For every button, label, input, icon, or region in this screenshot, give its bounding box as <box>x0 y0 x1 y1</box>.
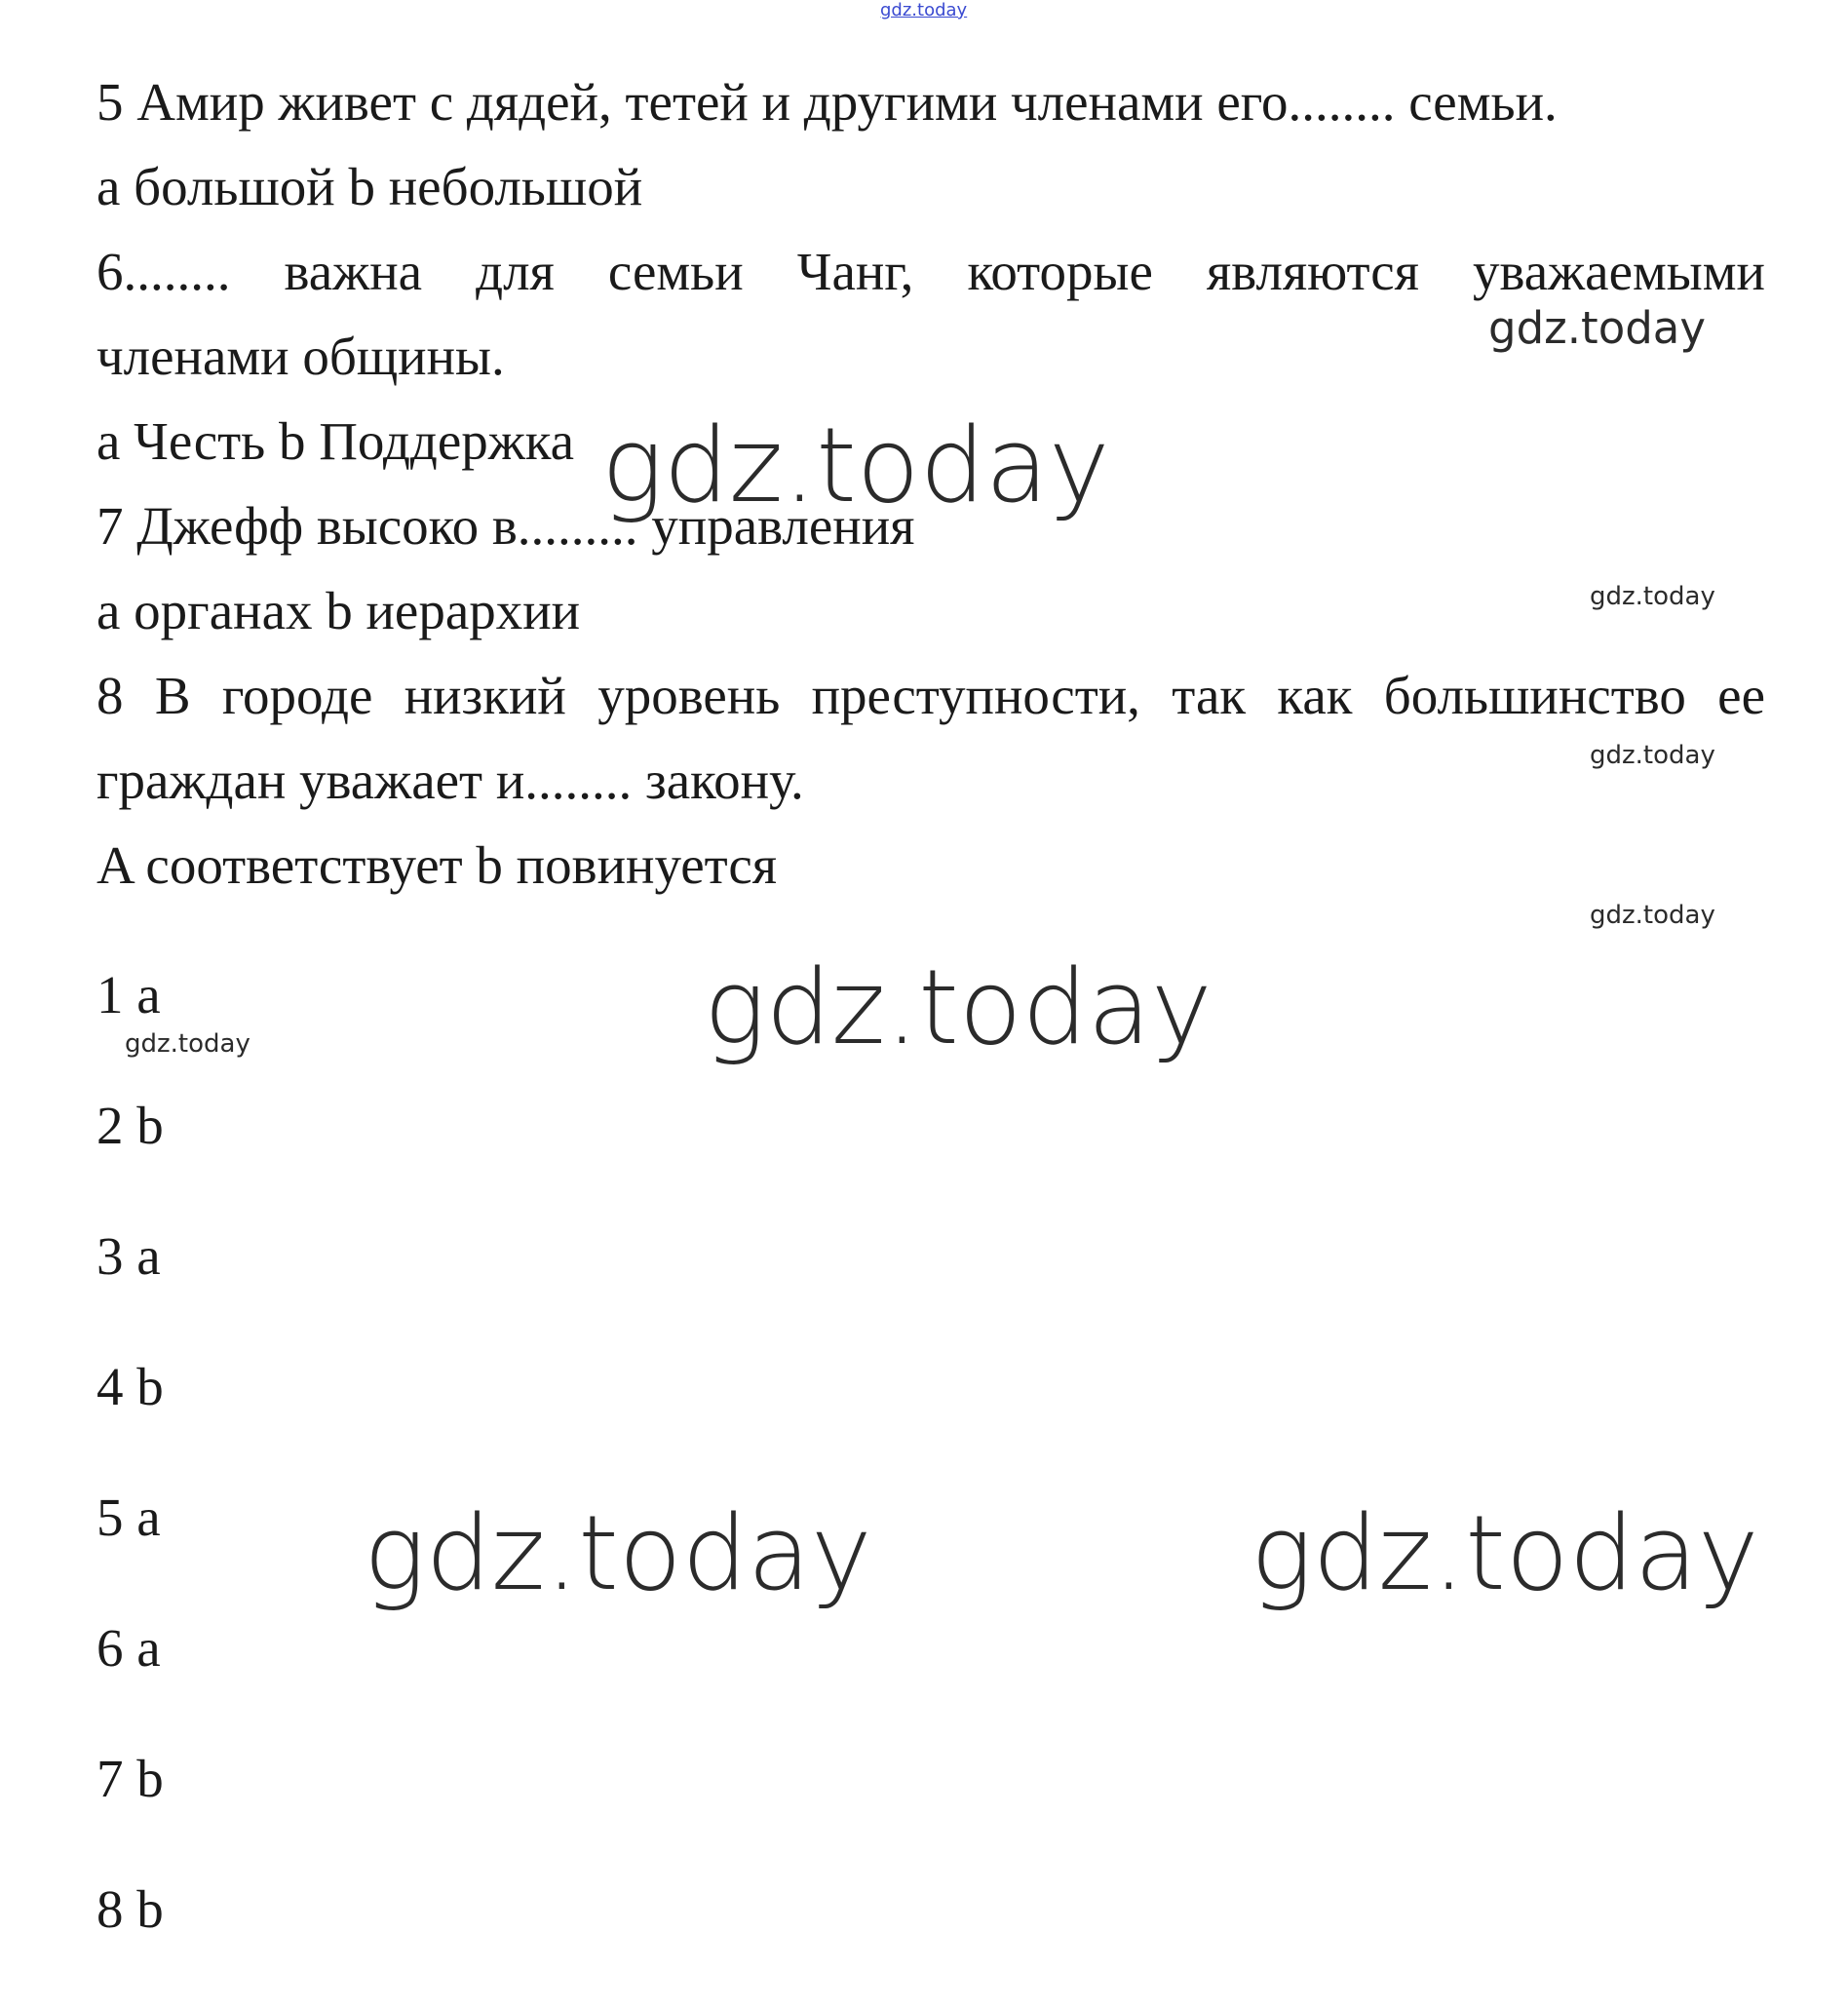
question-7-options: a органах b иерархии <box>96 581 581 640</box>
question-8-text-line2: граждан уважает и........ закону. <box>96 751 804 810</box>
answer-item: 2 b <box>96 1096 164 1155</box>
watermark: gdz.today <box>364 1493 872 1613</box>
answer-item: 8 b <box>96 1879 164 1939</box>
answer-item: 6 a <box>96 1618 161 1678</box>
watermark: gdz.today <box>125 1029 250 1059</box>
question-6-text-line1: 6........ важна для семьи Чанг, которые являются уважаемыми <box>96 242 1765 301</box>
question-8-text-line1: 8 В городе низкий уровень преступности, так как большинство ее <box>96 666 1765 725</box>
watermark: gdz.today <box>1251 1493 1759 1613</box>
answer-item: 1 a <box>96 965 161 1024</box>
watermark: gdz.today <box>1590 901 1715 930</box>
question-6-options: a Честь b Поддержка <box>96 411 575 471</box>
watermark: gdz.today <box>1590 582 1715 611</box>
answer-item: 4 b <box>96 1357 164 1416</box>
question-6-text-line2: членами общины. <box>96 327 505 386</box>
answer-item: 7 b <box>96 1749 164 1808</box>
question-8-options: A соответствует b повинуется <box>96 835 778 895</box>
question-5-text: 5 Амир живет с дядей, тетей и другими членами его........ семьи. <box>96 72 1558 132</box>
watermark: gdz.today <box>1488 302 1707 354</box>
question-7-text: 7 Джефф высоко в......... управления <box>96 496 915 556</box>
watermark: gdz.today <box>704 947 1213 1067</box>
watermark-top: gdz.today <box>880 0 968 20</box>
question-5-options: a большой b небольшой <box>96 157 643 216</box>
answer-item: 3 a <box>96 1226 161 1286</box>
answer-item: 5 a <box>96 1487 161 1547</box>
watermark: gdz.today <box>1590 741 1715 770</box>
watermark: gdz.today <box>601 406 1110 525</box>
